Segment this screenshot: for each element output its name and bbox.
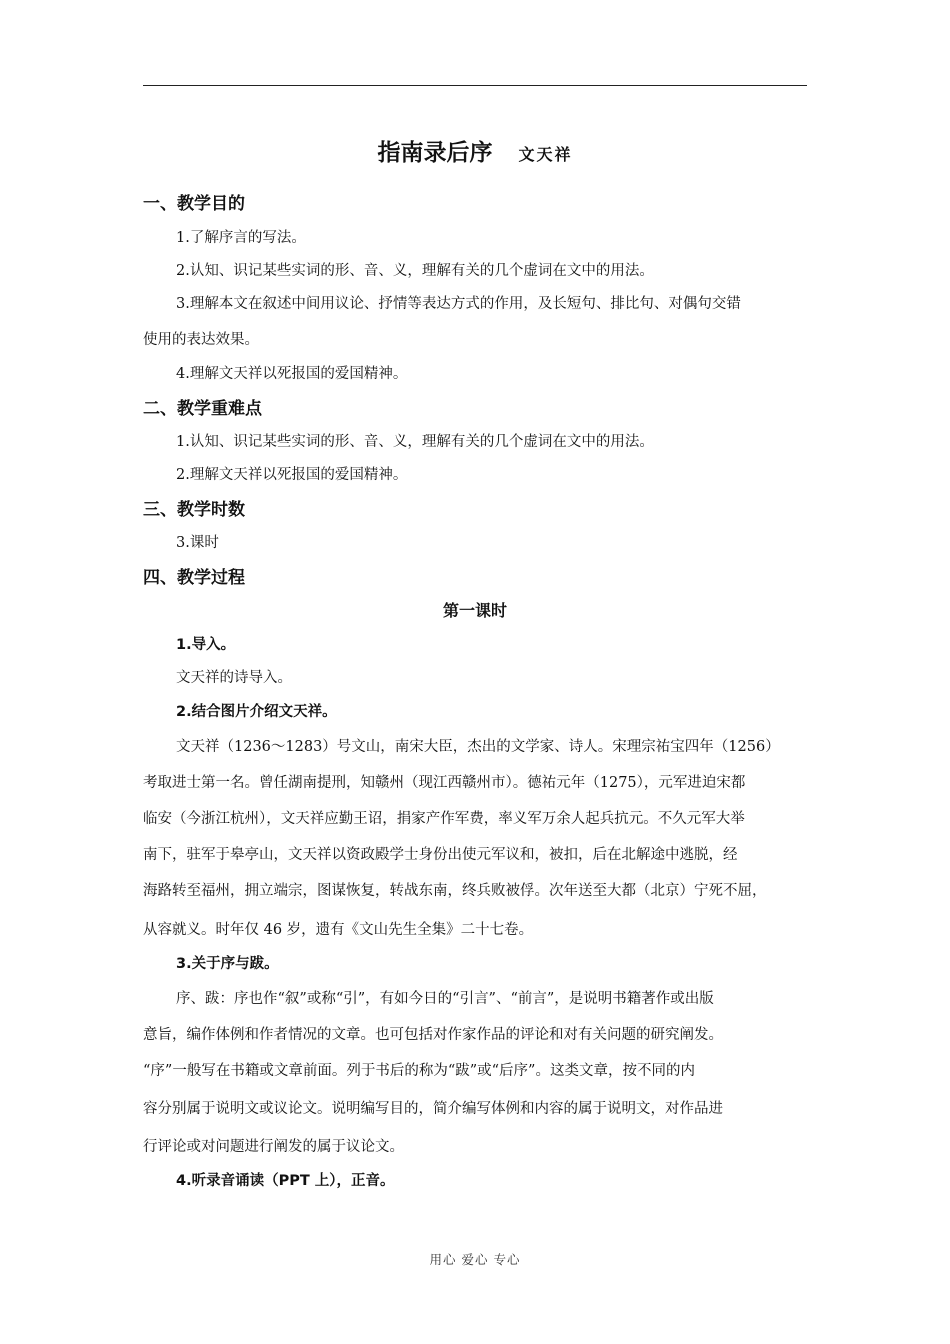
step-heading-biography: 2.结合图片介绍文天祥。 — [176, 704, 337, 720]
biography-line-3: 临安（今浙江杭州），文天祥应勤王诏，捐家产作军费，率义军万余人起兵抗元。不久元军大举 — [143, 811, 745, 827]
biography-line-6: 从容就义。时年仅 46 岁，遗有《文山先生全集》二十七卷。 — [143, 922, 534, 938]
page-footer: 用心 爱心 专心 — [429, 1252, 521, 1267]
section-heading-key-points: 二、教学重难点 — [143, 399, 262, 419]
objective-item-3-line-2: 使用的表达效果。 — [143, 332, 259, 348]
preface-line-2: 意旨，编作体例和作者情况的文章。也可包括对作家作品的评论和对有关问题的研究阐发。 — [143, 1027, 723, 1043]
preface-line-3: “序”一般写在书籍或文章前面。列于书后的称为“跋”或“后序”。这类文章，按不同的内 — [143, 1063, 695, 1079]
biography-line-4: 南下，驻军于皋亭山，文天祥以资政殿学士身份出使元军议和，被扣，后在北解途中逃脱，经 — [143, 847, 738, 863]
step-heading-preface: 3.关于序与跋。 — [176, 956, 279, 972]
section-heading-hours: 三、教学时数 — [143, 500, 245, 520]
document-title: 指南录后序 — [377, 140, 493, 166]
key-point-item-1: 1.认知、识记某些实词的形、音、义，理解有关的几个虚词在文中的用法。 — [176, 434, 654, 450]
lesson-title: 第一课时 — [442, 601, 507, 620]
preface-line-5: 行评论或对问题进行阐发的属于议论文。 — [143, 1139, 404, 1155]
key-point-item-2: 2.理解文天祥以死报国的爱国精神。 — [176, 467, 408, 483]
objective-item-3-line-1: 3.理解本文在叙述中间用议论、抒情等表达方式的作用，及长短句、排比句、对偶句交错 — [176, 296, 741, 312]
preface-line-4: 容分别属于说明文或议论文。说明编写目的，简介编写体例和内容的属于说明文，对作品进 — [143, 1101, 723, 1117]
objective-item-4: 4.理解文天祥以死报国的爱国精神。 — [176, 366, 408, 382]
hours-item-1: 3.课时 — [176, 535, 219, 551]
step-text-intro: 文天祥的诗导入。 — [176, 670, 292, 686]
biography-line-2: 考取进士第一名。曾任湖南提刑，知赣州（现江西赣州市）。德祐元年（1275），元军进迫宋都 — [143, 775, 746, 791]
title-block — [0, 134, 950, 167]
section-heading-objectives: 一、教学目的 — [143, 194, 245, 214]
step-heading-recording: 4.听录音诵读（PPT 上），正音。 — [176, 1173, 395, 1189]
document-author: 文天祥 — [518, 145, 573, 164]
preface-line-1: 序、跋：序也作“叙”或称“引”，有如今日的“引言”、“前言”，是说明书籍著作或出版 — [176, 991, 714, 1007]
biography-line-5: 海路转至福州，拥立端宗，图谋恢复，转战东南，终兵败被俘。次年送至大都（北京）宁死不屈， — [143, 883, 767, 899]
section-heading-process: 四、教学过程 — [143, 568, 245, 588]
header-rule — [143, 85, 807, 86]
step-heading-intro: 1.导入。 — [176, 637, 236, 653]
objective-item-1: 1.了解序言的写法。 — [176, 230, 306, 246]
biography-line-1: 文天祥（1236～1283）号文山，南宋大臣，杰出的文学家、诗人。宋理宗祐宝四年（1256） — [176, 739, 780, 755]
objective-item-2: 2.认知、识记某些实词的形、音、义，理解有关的几个虚词在文中的用法。 — [176, 263, 654, 279]
